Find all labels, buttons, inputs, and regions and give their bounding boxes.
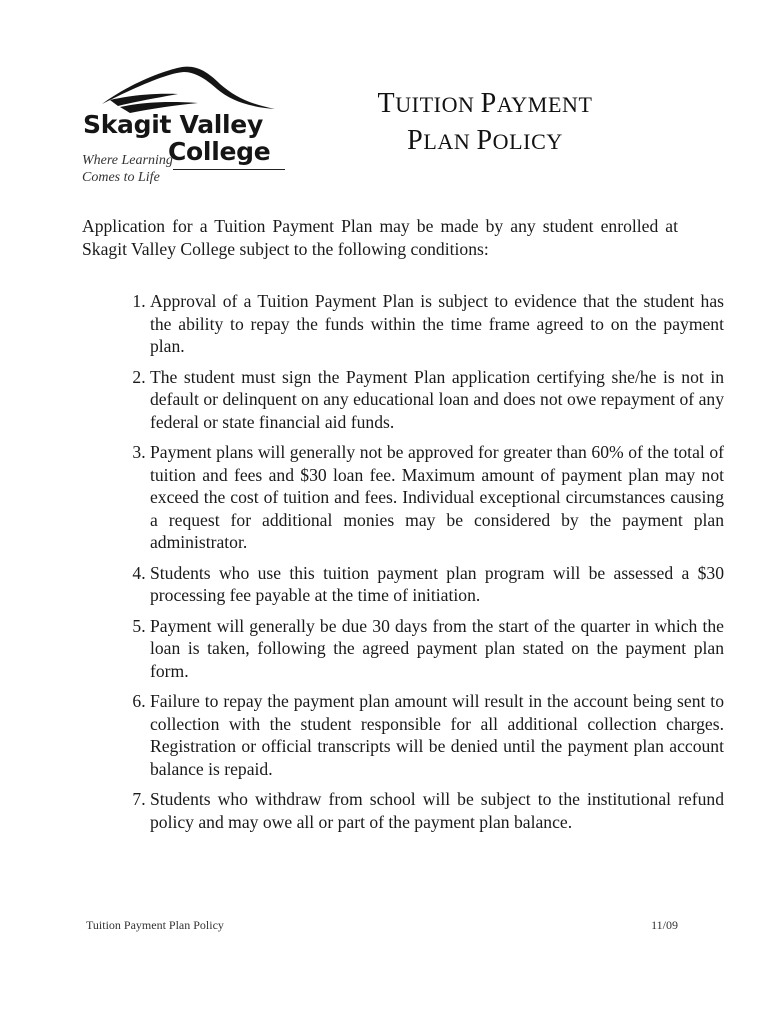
condition-item: 5. Payment will generally be due 30 days from the start of the quarter in which the loan is taken, following the agreed payment plan stated on the payment plan form. — [150, 615, 724, 683]
title-line-1: TUITION PAYMENT — [377, 88, 593, 119]
condition-item: 1. Approval of a Tuition Payment Plan is subject to evidence that the student has the ability to repay the funds within the time frame agreed to on the payment plan. — [150, 290, 724, 358]
condition-item: 6. Failure to repay the payment plan amount will result in the account being sent to collection with the student responsible for all additional collection charges. Registration or official transcripts will be denied until the payment plan account balance is repaid. — [150, 690, 724, 780]
logo-tagline-line1: Where Learning — [82, 153, 173, 168]
mountain-swoosh-icon — [80, 60, 280, 116]
title-line-2: PLAN POLICY — [407, 125, 563, 156]
condition-item: 7. Students who withdraw from school will be subject to the institutional refund policy and may owe all or part of the payment plan balance. — [150, 788, 724, 833]
logo-name-line2: College — [168, 137, 271, 166]
logo-tagline-line2: Comes to Life — [82, 170, 160, 185]
condition-item: 2. The student must sign the Payment Plan application certifying she/he is not in default or delinquent on any educational loan and does not owe repayment of any federal or state financial aid funds. — [150, 366, 724, 434]
condition-item: 3. Payment plans will generally not be approved for greater than 60% of the total of tuition and fees and $30 loan fee. Maximum amount of payment plan may not exceed the cost of tuition and fees. Individual exceptional circumstances causing a request for additional monies may be considered by the payment plan administrator. — [150, 441, 724, 554]
footer-document-title: Tuition Payment Plan Policy — [86, 918, 224, 932]
intro-paragraph: Application for a Tuition Payment Plan may be made by any student enrolled at Skagit Valley College subject to the following conditions: — [82, 216, 678, 259]
page-title — [330, 86, 640, 160]
condition-item: 4. Students who use this tuition payment plan program will be assessed a $30 processing fee payable at the time of initiation. — [150, 562, 724, 607]
conditions-list — [104, 290, 724, 841]
logo-divider — [173, 169, 285, 170]
college-logo — [80, 60, 290, 190]
logo-name-line1: Skagit Valley — [83, 110, 263, 139]
footer-revision-date: 11/09 — [651, 918, 678, 932]
